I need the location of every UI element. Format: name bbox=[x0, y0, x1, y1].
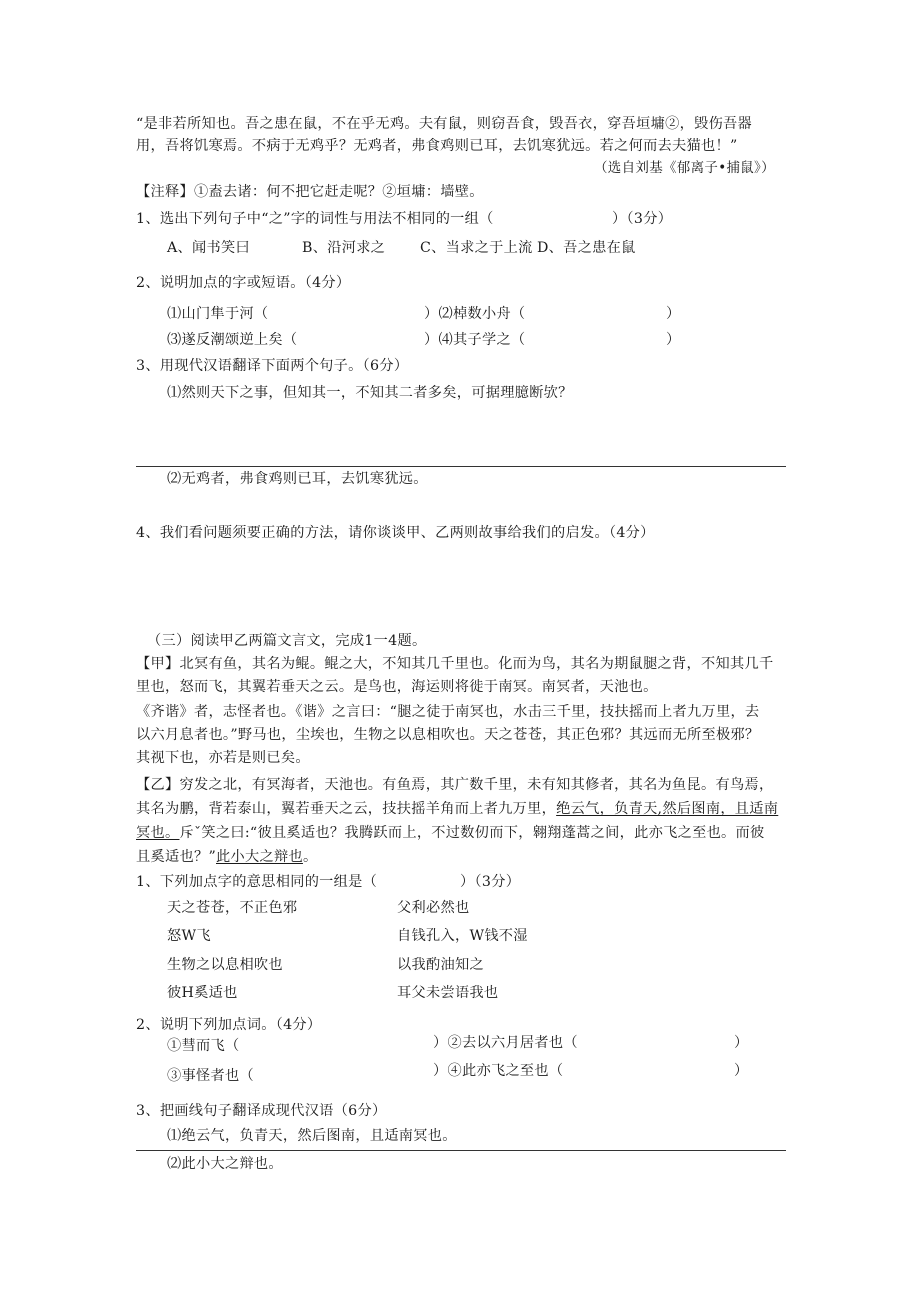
question-3-sentence-2: ⑵无鸡者，弗食鸡则已耳，去饥寒犹远。 bbox=[167, 471, 428, 487]
paren-close: ） bbox=[666, 332, 681, 348]
passage-line: 用，吾将饥寒焉。不病于无鸡乎？无鸡者，弗食鸡则已耳，去饥寒犹远。若之何而去夫猫也！” bbox=[136, 138, 738, 154]
question-b2-item-1: ①彗而飞（ bbox=[167, 1038, 240, 1054]
compare-left: 彼H奚适也 bbox=[167, 985, 238, 1001]
question-2-item-1: ⑴山门隼于河（ bbox=[167, 306, 269, 322]
passage-yi-text: 其名为鹏，背若泰山，翼若垂天之云，技扶摇羊角而上者九万里， bbox=[136, 801, 557, 817]
passage-line: “是非若所知也。吾之患在鼠，不在乎无鸡。夫有鼠，则窃吾食，毁吾衣，穿吾垣墉②，毁伤吾器 bbox=[136, 116, 753, 132]
question-3-stem: 3、用现代汉语翻译下面两个句子。（6分） bbox=[136, 358, 409, 374]
compare-right: 耳父未尝语我也 bbox=[397, 985, 499, 1001]
passage-yi-text: 且奚适也？” bbox=[136, 849, 216, 865]
question-2-item-2: ）⑵棹数小舟（ bbox=[424, 306, 526, 322]
underlined-sentence: 绝云气，负青天,然后图南，且适南 bbox=[556, 801, 779, 817]
question-b3-sentence-2: ⑵此小大之辩也。 bbox=[167, 1156, 283, 1172]
section-title: （三）阅读甲乙两篇文言文，完成1一4题。 bbox=[147, 633, 427, 649]
question-b3-stem: 3、把画线句子翻译成现代汉语（6分） bbox=[136, 1103, 387, 1119]
question-2-item-4: ）⑷其子学之（ bbox=[424, 332, 526, 348]
passage-jia-line: 《齐谐》者，志怪者也。《谐》之言曰：“腿之徒于南冥也，水击三千里，技扶摇而上者九万里，去 bbox=[136, 704, 760, 720]
passage-yi-text: ˇ笑之曰:“彼且奚适也？我腾跃而上，不过数仞而下，翱翔蓬蒿之间，此亦飞之至也。而彼 bbox=[193, 825, 765, 841]
question-2-item-3: ⑶遂反潮颂逆上矣（ bbox=[167, 332, 298, 348]
paren-close: ） bbox=[666, 306, 681, 322]
option-b: B、沿河求之 bbox=[302, 240, 386, 256]
option-a: A、闻书笑曰 bbox=[167, 240, 250, 256]
passage-yi-line: 【乙】穷发之北，有冥海者，天池也。有鱼焉，其广数千里，未有知其修者，其名为鱼昆。有鸟焉， bbox=[136, 777, 774, 793]
question-2-stem: 2、说明加点的字或短语。（4分） bbox=[136, 275, 351, 291]
passage-jia-line: 里也，怒而飞，其翼若垂天之云。是鸟也，海运则将徙于南冥。南冥者，天池也。 bbox=[136, 679, 658, 695]
compare-left: 怒W飞 bbox=[167, 928, 211, 944]
question-b2-stem: 2、说明下列加点词。（4分） bbox=[136, 1017, 322, 1033]
paren-close: ） bbox=[734, 1063, 749, 1079]
question-b2-item-4: ）④此亦飞之至也（ bbox=[433, 1063, 564, 1079]
question-b1-stem: 1、下列加点字的意思相同的一组是（ bbox=[136, 874, 378, 890]
question-1-stem: 1、选出下列句子中“之”字的词性与用法不相同的一组（ bbox=[136, 211, 494, 227]
compare-left: 天之苍苍，不正色邪 bbox=[167, 900, 298, 916]
question-b2-item-2: ）②去以六月居者也（ bbox=[433, 1035, 578, 1051]
passage-yi-text: 斥 bbox=[179, 825, 194, 841]
passage-source: （选自刘基《郁离子•捕鼠》） bbox=[594, 160, 775, 176]
option-d: D、吾之患在鼠 bbox=[537, 240, 636, 256]
underlined-sentence: 冥也。 bbox=[136, 825, 180, 841]
option-c: C、当求之于上流 bbox=[420, 240, 533, 256]
question-3-sentence-1: ⑴然则天下之事，但知其一，不知其二者多矣，可据理臆断欤？ bbox=[167, 385, 573, 401]
question-b1-score: ）（3分） bbox=[460, 874, 521, 890]
question-1-score: ）（3分） bbox=[612, 211, 673, 227]
passage-yi-line bbox=[136, 799, 778, 819]
compare-left: 生物之以息相吹也 bbox=[167, 957, 283, 973]
question-b3-sentence-1: ⑴绝云气，负青天，然后图南，且适南冥也。 bbox=[167, 1128, 457, 1144]
answer-line bbox=[136, 1150, 786, 1151]
passage-jia-line: 以六月息者也。”野马也，尘埃也，生物之以息相吹也。天之苍苍，其正色邪？其远而无所至极邪？ bbox=[136, 727, 760, 743]
passage-yi-line bbox=[136, 847, 317, 867]
passage-yi-line bbox=[136, 823, 765, 843]
compare-right: 父利必然也 bbox=[397, 900, 470, 916]
passage-note: 【注释】①盍去诸：何不把它赶走呢？②垣墉：墙壁。 bbox=[136, 184, 484, 200]
compare-right: 以我酌油知之 bbox=[397, 957, 484, 973]
compare-right: 自钱孔入，W钱不湿 bbox=[397, 928, 528, 944]
passage-yi-text: 。 bbox=[302, 849, 318, 865]
question-4-stem: 4、我们看问题须要正确的方法，请你谈谈甲、乙两则故事给我们的启发。（4分） bbox=[136, 525, 655, 541]
question-b2-item-3: ③事怪者也（ bbox=[167, 1068, 254, 1084]
paren-close: ） bbox=[734, 1035, 749, 1051]
underlined-sentence: 此小大之辩也 bbox=[216, 849, 303, 865]
passage-jia-line: 【甲】北冥有鱼，其名为鲲。鲲之大，不知其几千里也。化而为鸟，其名为期鼠腿之背，不知其几千 bbox=[136, 656, 774, 672]
passage-jia-line: 其视下也，亦若是则已矣。 bbox=[136, 750, 310, 766]
answer-line bbox=[136, 466, 786, 467]
